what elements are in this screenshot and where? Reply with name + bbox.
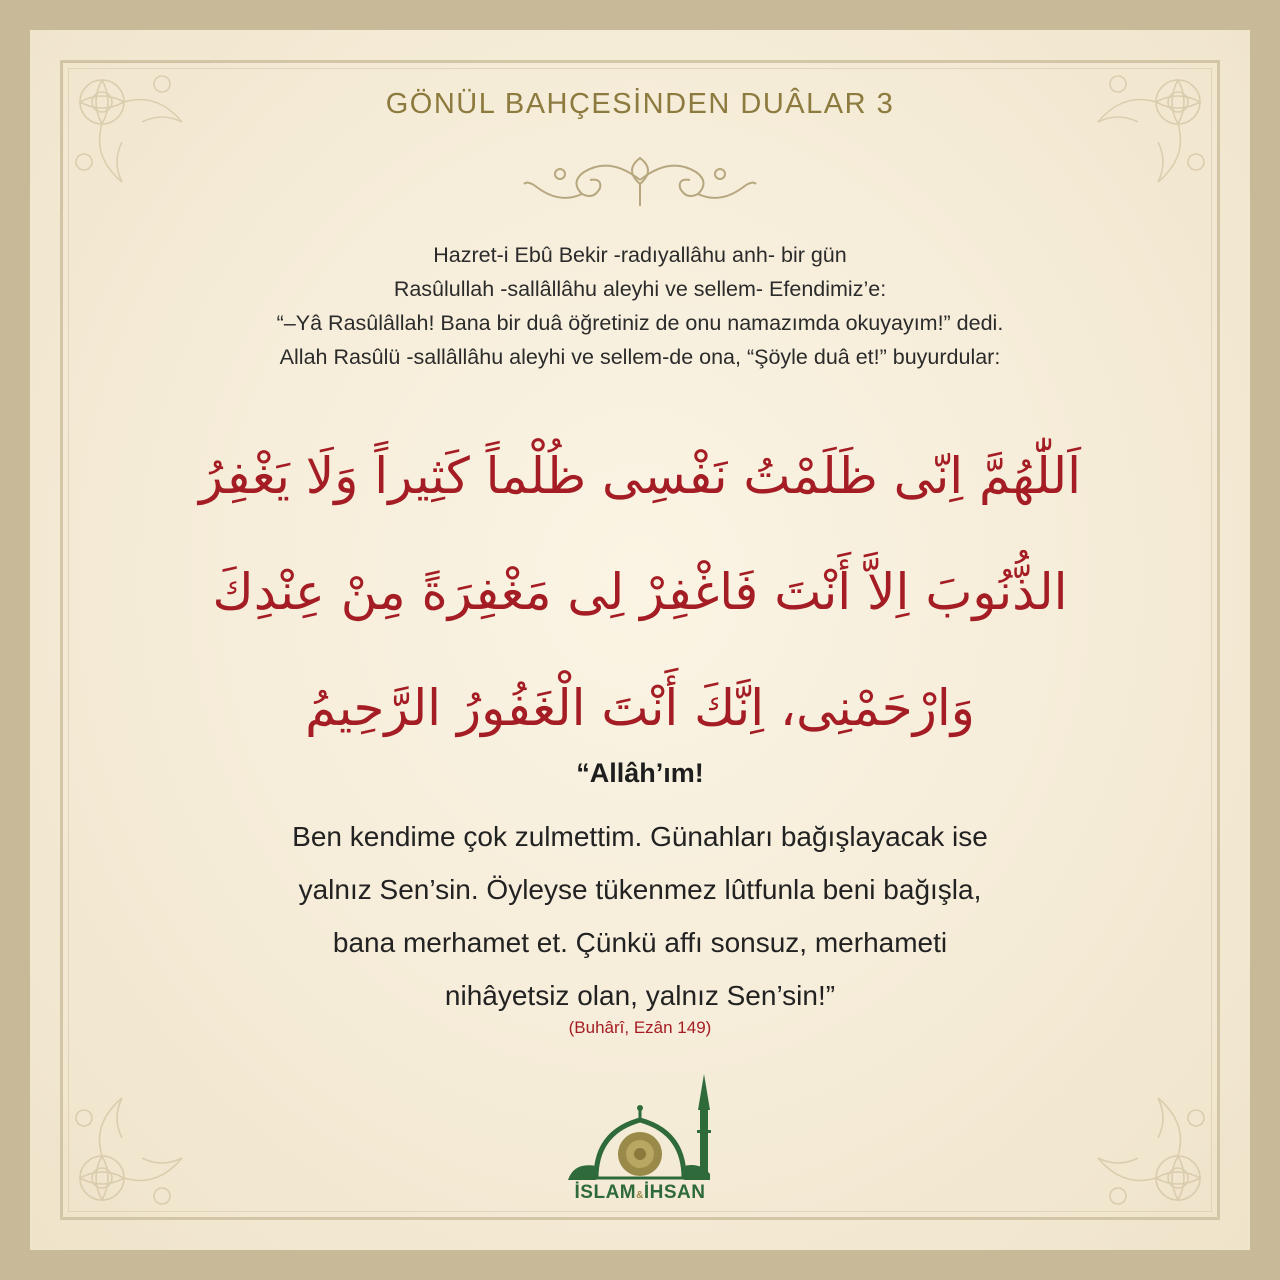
card xyxy=(30,30,1250,1250)
translation-line: Ben kendime çok zulmettim. Günahları bağışlayacak ise xyxy=(292,821,988,852)
arabic-line: وَارْحَمْنِى، اِنَّكَ أَنْتَ الْغَفُورُ الرَّحِيمُ xyxy=(305,679,975,737)
logo-name-right: İHSAN xyxy=(643,1182,706,1203)
intro-text xyxy=(90,238,1190,374)
intro-line: “–Yâ Rasûlâllah! Bana bir duâ öğretiniz de onu namazımda okuyayım!” dedi. xyxy=(276,311,1004,335)
corner-ornament-icon xyxy=(1068,62,1218,212)
corner-ornament-icon xyxy=(62,1068,212,1218)
translation-line: nihâyetsiz olan, yalnız Sen’sin!” xyxy=(444,980,836,1011)
translation-text xyxy=(90,810,1190,1022)
logo-wordmark xyxy=(560,1182,720,1204)
logo-name-left: İSLAM xyxy=(574,1182,637,1203)
translation-line: yalnız Sen’sin. Öyleyse tükenmez lûtfunla beni bağışla, xyxy=(298,874,982,905)
divider-ornament-icon xyxy=(520,150,760,212)
translation-heading: “Allâh’ım! xyxy=(576,758,704,788)
intro-line: Rasûlullah -sallâllâhu aleyhi ve sellem- Efendimiz’e: xyxy=(393,277,887,301)
arabic-line: الذُّنُوبَ اِلاَّ أَنْتَ فَاغْفِرْ لِى مَغْفِرَةً مِنْ عِنْدِكَ xyxy=(212,563,1068,621)
arabic-line: اَللّٰهُمَّ اِنّى ظَلَمْتُ نَفْسِى ظُلْماً كَثِيراً وَلَا يَغْفِرُ xyxy=(198,447,1082,505)
corner-ornament-icon xyxy=(62,62,212,212)
logo-ampersand: & xyxy=(636,1190,644,1201)
source-citation: (Buhârî, Ezân 149) xyxy=(568,1018,712,1037)
translation-line: bana merhamet et. Çünkü affı sonsuz, merhameti xyxy=(332,927,948,958)
page-title: GÖNÜL BAHÇESİNDEN DUÂLAR 3 xyxy=(385,88,895,120)
arabic-prayer xyxy=(90,418,1190,766)
corner-ornament-icon xyxy=(1068,1068,1218,1218)
intro-line: Hazret-i Ebû Bekir -radıyallâhu anh- bir gün xyxy=(433,243,847,267)
intro-line: Allah Rasûlü -sallâllâhu aleyhi ve sellem-de ona, “Şöyle duâ et!” buyurdular: xyxy=(279,345,1001,369)
